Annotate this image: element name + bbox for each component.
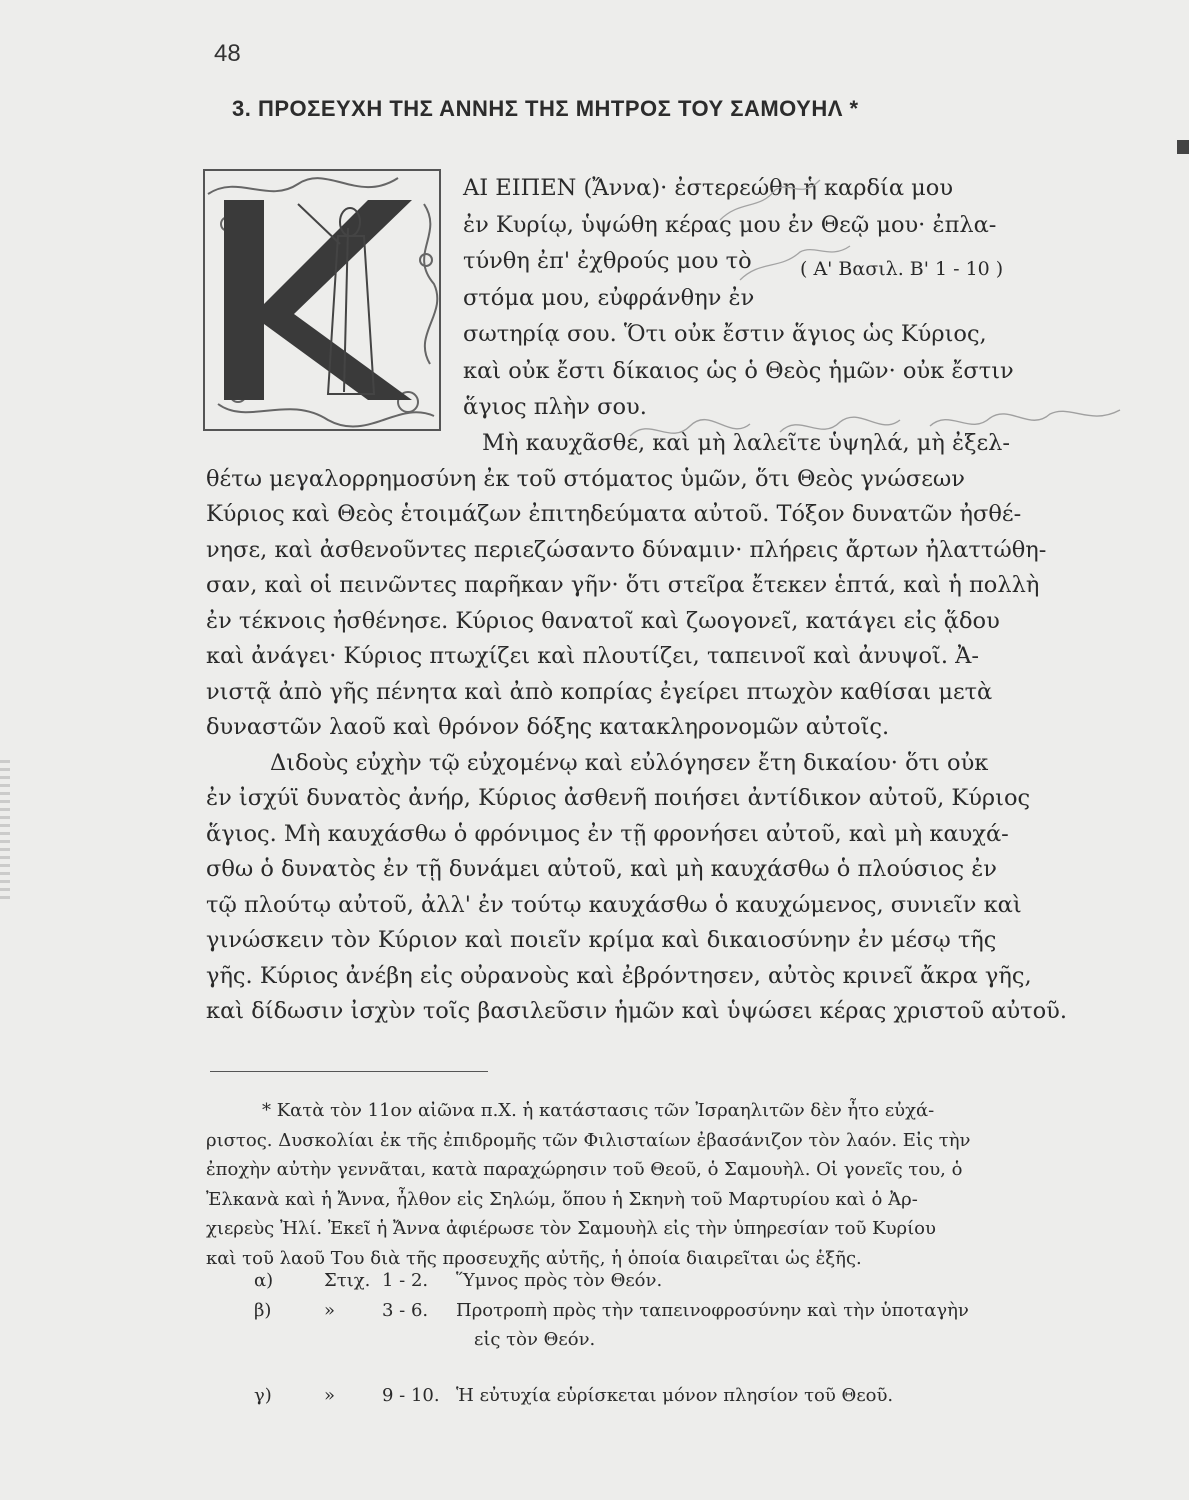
outline-text: Ὕμνος πρὸς τὸν Θεόν. (456, 1270, 663, 1291)
outline-text: εἰς τὸν Θεόν. (474, 1329, 596, 1350)
text-line: Κύριος καὶ Θεὸς ἑτοιμάζων ἐπιτηδεύματα αὐτοῦ. Τόξον δυνατῶν ἠσθέ- (206, 501, 1022, 527)
text-line: νιστᾷ ἀπὸ γῆς πένητα καὶ ἀπὸ κοπρίας ἐγείρει πτωχὸν καθίσαι μετὰ (206, 678, 993, 705)
text-line: ΑΙ ΕΙΠΕΝ (Ἄννα)· ἐστερεώθη ἡ καρδία μου (463, 175, 954, 201)
footnote-line: ἐποχὴν αὐτὴν γεννᾶται, κατὰ παραχώρησιν τοῦ Θεοῦ, ὁ Σαμουὴλ. Οἱ γονεῖς του, ὁ (206, 1159, 963, 1180)
text-line: καὶ ἀνάγει· Κύριος πτωχίζει καὶ πλουτίζει, ταπεινοῖ καὶ ἀνυψοῖ. Ἀ- (206, 643, 980, 669)
dropcap-ornament-icon (198, 164, 446, 436)
handwritten-annotation (680, 160, 880, 290)
outline-verse-label: » (324, 1299, 336, 1321)
text-line: σαν, καὶ οἱ πεινῶντες παρῆκαν γῆν· ὅτι στεῖρα ἔτεκεν ἑπτά, καὶ ἡ πολλὴ (206, 572, 1040, 598)
text-line: ἐν Κυρίῳ, ὑψώθη κέρας μου ἐν Θεῷ μου· ἐπλα- (463, 211, 997, 238)
outline-key: γ) (254, 1384, 272, 1406)
outline-text: Ἡ εὐτυχία εὑρίσκεται μόνον πλησίον τοῦ Θεοῦ. (456, 1384, 894, 1406)
page-number: 48 (214, 40, 241, 67)
text-line: καὶ οὐκ ἔστι δίκαιος ὡς ὁ Θεὸς ἡμῶν· οὐκ ἔστιν (463, 357, 1014, 384)
scripture-reference: ( Α' Βασιλ. Β' 1 - 10 ) (800, 258, 1004, 280)
chapter-title: 3. ΠΡΟΣΕΥΧΗ ΤΗΣ ΑΝΝΗΣ ΤΗΣ ΜΗΤΡΟΣ ΤΟΥ ΣΑΜΟΥΗΛ * (232, 96, 859, 121)
footnote-line: καὶ τοῦ λαοῦ Του διὰ τῆς προσευχῆς αὐτῆς, ἡ ὁποία διαιρεῖται ὡς ἑξῆς. (206, 1247, 862, 1269)
text-line: σθω ὁ δυνατὸς ἐν τῇ δυνάμει αὐτοῦ, καὶ μὴ καυχάσθω ὁ πλούσιος ἐν (206, 856, 997, 882)
outline-range: 9 - 10. (382, 1384, 440, 1406)
text-line: σωτηρίᾳ σου. Ὅτι οὐκ ἔστιν ἅγιος ὡς Κύριος, (463, 321, 987, 347)
scan-artifact (1177, 140, 1189, 154)
outline-range: 3 - 6. (382, 1299, 429, 1321)
footnote-line: χιερεὺς Ἠλί. Ἐκεῖ ἡ Ἄννα ἀφιέρωσε τὸν Σαμουὴλ εἰς τὴν ὑπηρεσίαν τοῦ Κυρίου (206, 1218, 936, 1239)
footnote-line: Ἐλκανὰ καὶ ἡ Ἄννα, ἦλθον εἰς Σηλώμ, ὅπου ἡ Σκηνὴ τοῦ Μαρτυρίου καὶ ὁ Ἀρ- (206, 1188, 918, 1210)
outline-verse-label: » (324, 1384, 336, 1406)
handwritten-annotation (620, 396, 1140, 456)
text-line: ἅγιος πλὴν σου. (463, 394, 647, 420)
footnote-line: * Κατὰ τὸν 11ον αἰῶνα π.Χ. ἡ κατάστασις τῶν Ἰσραηλιτῶν δὲν ἦτο εὐχά- (262, 1100, 935, 1121)
text-line: ἐν τέκνοις ἠσθένησε. Κύριος θανατοῖ καὶ ζωογονεῖ, κατάγει εἰς ᾅδου (206, 607, 1000, 634)
text-line: ἐν ἰσχύϊ δυνατὸς ἀνήρ, Κύριος ἀσθενῆ ποιήσει ἀντίδικον αὐτοῦ, Κύριος (206, 785, 1031, 811)
text-line: τῷ πλούτῳ αὐτοῦ, ἀλλ' ἐν τούτῳ καυχάσθω ὁ καυχώμενος, συνιεῖν καὶ (206, 891, 1022, 918)
outline-range: 1 - 2. (382, 1270, 429, 1291)
footnote-line: ριστος. Δυσκολίαι ἐκ τῆς ἐπιδρομῆς τῶν Φιλισταίων ἐβασάνιζον τὸν λαόν. Εἰς τὴν (206, 1129, 971, 1151)
text-line: στόμα μου, εὐφράνθην ἐν (463, 284, 755, 311)
text-line: Διδοὺς εὐχὴν τῷ εὐχομένῳ καὶ εὐλόγησεν ἔτη δικαίου· ὅτι οὐκ (270, 749, 989, 776)
text-line: θέτω μεγαλορρημοσύνη ἐκ τοῦ στόματος ὑμῶν, ὅτι Θεὸς γνώσεων (206, 465, 965, 492)
outline-key: α) (254, 1270, 274, 1291)
text-line: καὶ δίδωσιν ἰσχὺν τοῖς βασιλεῦσιν ἡμῶν καὶ ὑψώσει κέρας χριστοῦ αὐτοῦ. (206, 998, 1068, 1024)
text-line: Μὴ καυχᾶσθε, καὶ μὴ λαλεῖτε ὑψηλά, μὴ ἐξελ- (482, 430, 1011, 456)
footnote-divider (210, 1071, 488, 1072)
outline-verse-label: Στιχ. (324, 1270, 371, 1291)
text-line: γινώσκειν τὸν Κύριον καὶ ποιεῖν κρίμα καὶ δικαιοσύνην ἐν μέσῳ τῆς (206, 927, 997, 953)
main-paragraph (206, 426, 1068, 1030)
footnote (206, 1096, 1066, 1273)
text-line: γῆς. Κύριος ἀνέβη εἰς οὐρανοὺς καὶ ἐβρόντησεν, αὐτὸς κρινεῖ ἄκρα γῆς, (206, 962, 1032, 989)
text-line: τύνθη ἐπ' ἐχθρούς μου τὸ (463, 248, 752, 274)
text-line: ἅγιος. Μὴ καυχάσθω ὁ φρόνιμος ἐν τῇ φρονήσει αὐτοῦ, καὶ μὴ καυχά- (206, 820, 1009, 847)
text-line: νησε, καὶ ἀσθενοῦντες περιεζώσαντο δύναμιν· πλήρεις ἄρτων ἠλαττώθη- (206, 536, 1047, 563)
outline-text: Προτροπὴ πρὸς τὴν ταπεινοφροσύνην καὶ τὴν ὑποταγὴν (456, 1299, 969, 1321)
outline-key: β) (254, 1299, 272, 1321)
scan-artifact (0, 760, 10, 900)
text-line: δυναστῶν λαοῦ καὶ θρόνον δόξης κατακληρονομῶν αὐτοῖς. (206, 714, 890, 740)
